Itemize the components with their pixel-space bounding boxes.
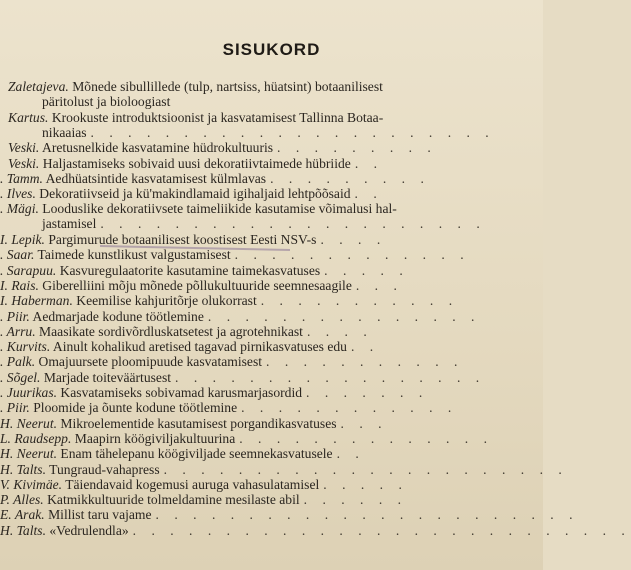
toc-entry	[0, 247, 543, 262]
toc-entry	[0, 324, 543, 339]
toc-author: H. Talts.	[0, 461, 46, 477]
toc-entry-line	[0, 492, 543, 507]
toc-leader-dots: . .	[354, 155, 384, 171]
toc-entry-line	[0, 477, 543, 492]
toc-leader-dots: . .	[354, 186, 383, 202]
toc-entry-line	[0, 431, 543, 446]
toc-author: . Tamm.	[0, 170, 43, 186]
toc-entry-line	[0, 385, 543, 400]
toc-leader-dots: . . .	[340, 415, 388, 431]
toc-entry-line	[0, 232, 543, 247]
toc-title-text: Mõnede sibullillede (tulp, nartsiss, hüatsint) botaanilisest	[72, 79, 383, 94]
toc-entry-line	[0, 324, 543, 339]
toc-author: L. Raudsepp.	[0, 430, 72, 446]
toc-leader-dots: . . . . . . . . . . . . . .	[239, 430, 493, 446]
toc-entry-line	[0, 278, 543, 293]
toc-leader-dots: . . . . . . . . .	[277, 140, 437, 156]
toc-title-text: Taimede kunstlikust valgustamisest	[37, 247, 231, 263]
toc-title-text: Ploomide ja õunte kodune töötlemine	[33, 400, 238, 416]
toc-leader-dots: . . . . . . . . . . .	[260, 293, 459, 309]
toc-leader-dots: . . . . . . . . . . .	[266, 354, 464, 370]
toc-leader-dots: . . . . . . . . . . . . . . .	[207, 308, 481, 324]
toc-entry-line	[0, 110, 543, 125]
toc-title-text: Krookuste introduktsioonist ja kasvatamisest Tallinna Botaa-	[51, 109, 384, 125]
toc-title-text: Täiendavaid kogemusi auruga vahasulatamisel	[65, 476, 320, 492]
toc-entry-line	[0, 247, 543, 262]
toc-title-text: Kasvuregulaatorite kasutamine taimekasvatuses	[59, 262, 321, 278]
toc-leader-dots: . . . . . . . . . . . . . . . . . . . . . .	[163, 461, 568, 477]
toc-title-text: Aedhüatsintide kasvatamisest külmlavas	[45, 170, 267, 186]
toc-author: I. Haberman.	[0, 293, 73, 309]
toc-title-text: Haljastamiseks sobivaid uusi dekoratiivtaimede hübriide	[42, 155, 351, 171]
toc-title-text: Looduslike dekoratiivsete taimeliikide kasutamise võimalusi hal-	[42, 201, 397, 217]
toc-author: H. Neerut.	[0, 446, 58, 462]
toc-title-text: Katmikkultuuride tolmeldamine mesilaste abil	[47, 492, 300, 508]
toc-entry-line	[0, 416, 543, 431]
toc-author: V. Kivimäe.	[0, 476, 63, 492]
toc-leader-dots: . . . . . . . . . . . . . . . . .	[175, 369, 486, 385]
toc-title-text: Omajuursete ploomipuude kasvatamisest	[38, 354, 263, 370]
toc-author: P. Alles.	[0, 492, 44, 508]
toc-entry	[0, 354, 543, 369]
toc-entry	[0, 186, 543, 201]
toc-entry	[0, 309, 543, 324]
toc-entry-line	[0, 140, 543, 155]
toc-entry-line	[0, 201, 543, 216]
toc-author: Kartus.	[8, 109, 49, 125]
toc-title-text: päritolust ja bioloogiast	[42, 94, 171, 109]
toc-leader-dots: . .	[350, 339, 380, 355]
toc-leader-dots: . . . . . .	[303, 492, 408, 508]
toc-entry	[0, 171, 543, 186]
toc-leader-dots: . . . . .	[323, 476, 408, 492]
toc-title-text: jastamisel	[42, 216, 97, 232]
toc-entry	[0, 339, 543, 354]
toc-leader-dots: . . . . . . . . . . . . . . . . . . . . . . . . . . .	[132, 522, 631, 538]
toc-leader-dots: . . .	[355, 277, 403, 293]
toc-entry-continuation	[0, 94, 543, 109]
toc-leader-dots: . . . . . . . . . . . .	[241, 400, 458, 416]
toc-title-text: Keemilise kahjuritõrje olukorrast	[76, 293, 257, 309]
toc-entry	[0, 400, 543, 415]
toc-entry	[0, 263, 543, 278]
toc-entry	[0, 278, 543, 293]
toc-author: I. Rais.	[0, 277, 39, 293]
toc-entry	[0, 140, 543, 155]
toc-title-text: Maapirn köögiviljakultuurina	[74, 430, 236, 446]
toc-title-text: Maasikate sordivõrdluskatsetest ja agrotehnikast	[39, 323, 303, 339]
toc-entry-line	[0, 293, 543, 308]
toc-entry-line	[0, 156, 543, 171]
toc-author: . Sarapuu.	[0, 262, 57, 278]
toc-leader-dots: . . . . . . . . . . . . . . . . . . . . . . .	[155, 507, 579, 523]
toc-entry	[0, 522, 631, 538]
toc-author: E. Arak.	[0, 507, 45, 523]
toc-entry-line	[0, 79, 543, 94]
page-title: SISUKORD	[222, 40, 321, 59]
toc-entry	[0, 492, 543, 507]
toc-title-text: Millist taru vajame	[48, 507, 152, 523]
toc-author: . Ilves.	[0, 186, 36, 202]
toc-author: . Arru.	[0, 323, 36, 339]
toc-author: . Piir.	[0, 400, 30, 416]
toc-entry-line	[0, 522, 631, 538]
toc-entry	[0, 156, 543, 171]
toc-entry-line	[0, 461, 568, 477]
toc-entry-continuation	[0, 125, 543, 140]
toc-entry-line	[0, 370, 543, 385]
toc-entry-line	[0, 400, 543, 415]
toc-entry-continuation	[0, 216, 543, 231]
toc-author: . Sõgel.	[0, 369, 41, 385]
toc-author: Zaletajeva.	[8, 79, 69, 94]
toc-entry	[0, 507, 579, 523]
toc-author: . Piir.	[0, 308, 30, 324]
toc-title-text: Ainult kohalikud aretised tagavad pirnikasvatuses edu	[52, 339, 347, 355]
toc-title-text: Tungraud-vahapress	[49, 461, 160, 477]
toc-title-text: Enam tähelepanu köögiviljade seemnekasvatusele	[60, 446, 333, 462]
toc-leader-dots: . . . . .	[324, 262, 409, 278]
toc-entry	[0, 477, 543, 492]
toc-entry	[0, 79, 543, 109]
toc-title-text: Kasvatamiseks sobivamad karusmarjasordid	[60, 385, 303, 400]
toc-entry-line	[0, 186, 543, 201]
toc-entry	[0, 201, 543, 231]
toc-author: . Saar.	[0, 247, 35, 263]
toc-author: . Mägi.	[0, 201, 39, 217]
toc-entry-line	[0, 171, 543, 186]
toc-leader-dots: . . . . . . . . .	[270, 170, 430, 186]
toc-title-text: nikaaias	[42, 124, 87, 140]
toc-author: Veski.	[8, 155, 40, 171]
toc-entry	[0, 461, 568, 477]
toc-entry-line	[0, 354, 543, 369]
toc-leader-dots: . . . .	[320, 232, 387, 247]
toc-title-text: Giberelliini mõju mõnede põllukultuuride seemnesaagile	[42, 277, 352, 293]
toc-title-text: Aretusnelkide kasvatamine hüdrokultuuris	[42, 140, 274, 156]
toc-entry-line	[0, 507, 579, 523]
toc-title-text: Aedmarjade kodune töötlemine	[32, 308, 204, 324]
toc-entry	[0, 416, 543, 431]
toc-entry	[0, 293, 543, 308]
toc-entry	[0, 446, 543, 461]
toc-entry	[0, 110, 543, 140]
toc-leader-dots: . . . . . . . . . . . . . . . . . . . . . .	[90, 124, 495, 140]
toc-title-text: Mikroelementide kasutamisest porgandikasvatuses	[60, 415, 337, 431]
toc-entry-line	[0, 309, 543, 324]
toc-title-text: Marjade toiteväärtusest	[43, 369, 172, 385]
toc-entry	[0, 431, 543, 446]
toc-author: Veski.	[8, 140, 40, 156]
toc-author: I. Lepik.	[0, 232, 45, 247]
toc-entry	[0, 385, 543, 400]
toc-author: . Palk.	[0, 354, 36, 370]
toc-leader-dots: . . . . . . . . . . . . .	[234, 247, 470, 263]
toc-leader-dots: . .	[336, 446, 365, 462]
toc-entry	[0, 232, 543, 247]
toc-title-text: Pargimurude botaanilisest koostisest Eesti NSV-s	[48, 232, 317, 247]
toc-leader-dots: . . . . . . . . . . . . . . . . . . . . .	[100, 216, 486, 232]
toc-leader-dots: . . . .	[306, 323, 373, 339]
toc-author: . Juurikas.	[0, 385, 58, 400]
toc-title-text: «Vedrulendla»	[49, 522, 129, 538]
toc-entry	[0, 370, 543, 385]
toc-title-text: Dekoratiivseid ja kü'makindlamaid igihaljaid lehtpõõsaid	[39, 186, 351, 202]
toc-entry-line	[0, 263, 543, 278]
toc-entry-line	[0, 339, 543, 354]
toc-author: . Kurvits.	[0, 339, 51, 355]
toc-author: H. Talts.	[0, 522, 46, 538]
toc-entry-line	[0, 446, 543, 461]
toc-author: H. Neerut.	[0, 415, 58, 431]
toc-leader-dots: . . . . . . .	[306, 385, 429, 400]
